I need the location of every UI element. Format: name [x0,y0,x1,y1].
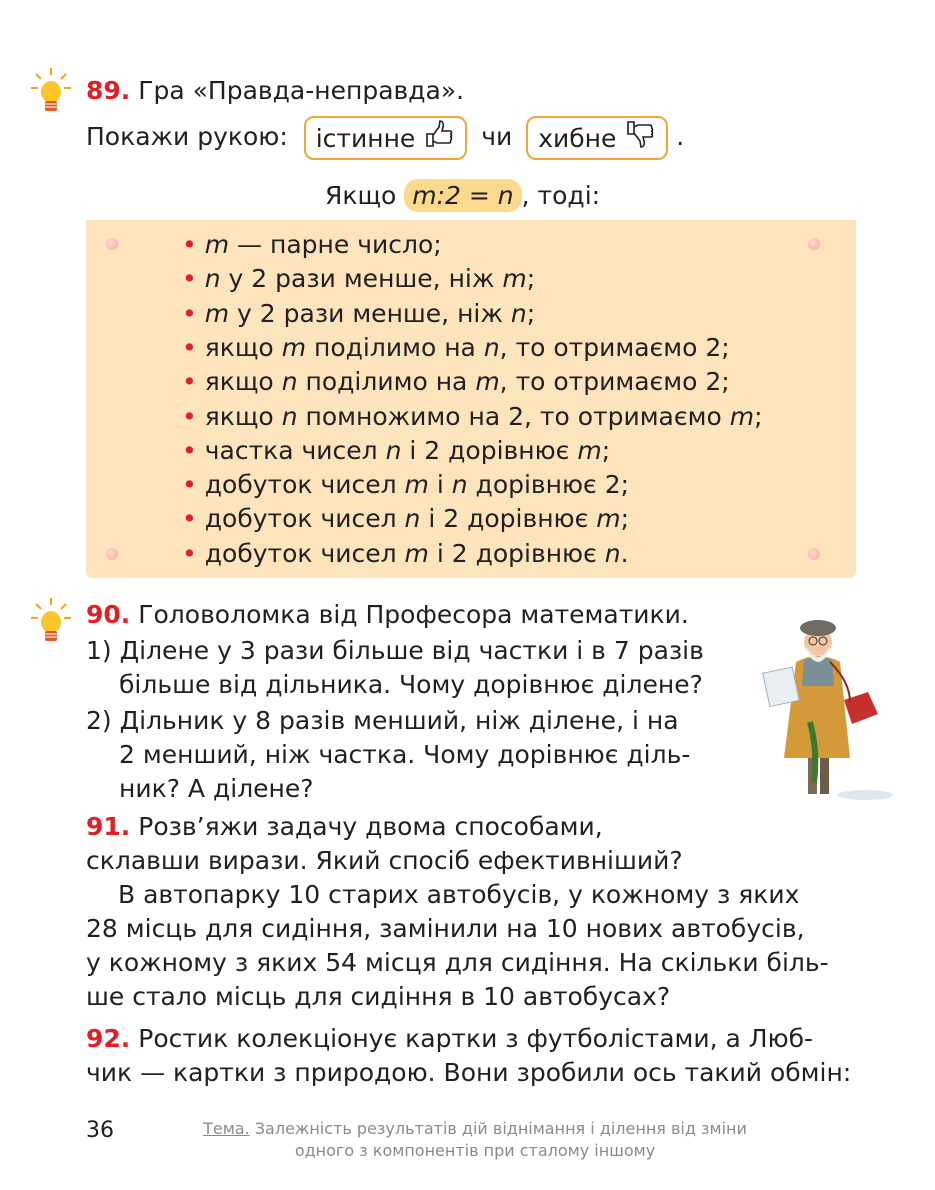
ex92-line: чик — картки з природою. Вони зробили ось такий обмін: [86,1058,852,1087]
ex90-heading [86,598,689,632]
statement-text: помножимо на 2, то отримаємо [297,401,730,431]
statement-item [182,502,629,536]
ex89-heading [86,74,464,108]
lightbulb-icon [30,596,72,650]
lightbulb-icon [30,66,72,120]
ex91-line: ше стало місць для сидіння в 10 автобусах? [86,982,671,1011]
statement-text: добуток чисел [204,538,405,568]
statement-text: і 2 дорівнює [420,504,597,534]
ex90-line: 2 менший, ніж частка. Чому дорівнює діль- [119,740,691,769]
bullet: • [182,435,197,465]
pin [106,548,118,560]
statement-item [182,400,763,434]
ex89-number: 89. [86,76,131,105]
variable: n [604,538,621,568]
variable: m [204,230,230,259]
statement-text: частка чисел [204,435,386,465]
variable: n [404,504,421,534]
true-label: істинне [315,124,416,153]
true-card [304,116,468,160]
ex90-number: 90. [86,600,131,629]
bullet: • [182,230,197,259]
bullet: • [182,401,197,431]
ex92-heading [86,1022,813,1056]
statement-item [182,537,629,571]
thumbs-up-icon [423,118,455,162]
false-label: хибне [538,124,617,153]
statement-text: . [620,538,629,568]
topic-line1: Залежність результатів дій віднімання і ділення від зміни [249,1119,747,1138]
topic-line2: одного з компонентів при сталому іншому [294,1141,656,1160]
ex91-line: Розв’яжи задачу двома способами, [138,812,603,841]
variable: m [596,504,621,534]
variable: m [729,401,755,431]
show-label: Покажи рукою: [86,122,288,151]
statement-text: поділимо на [306,332,484,362]
statement-text: і 2 дорівнює [428,538,605,568]
statement-item [182,468,629,502]
ex91-line: В автопарку 10 старих автобусів, у кожному з яких [118,880,800,909]
variable: n [385,435,402,465]
professor-illustration [760,612,900,812]
statement-text: поділимо на [297,367,476,397]
bullet: • [182,470,197,500]
variable: n [483,332,500,362]
statement-text: ; [620,504,630,534]
if-expression: m:2 = n [404,179,521,212]
thumbs-down-icon [624,118,656,162]
if-post: , тоді: [521,181,601,210]
statement-text: якщо [204,367,282,397]
pin [808,238,820,250]
variable: n [204,264,221,294]
if-condition [325,179,600,213]
statement-item [182,297,535,331]
bullet: • [182,332,197,362]
statement-text: ; [526,264,536,294]
ex91-heading [86,810,603,844]
false-card [526,116,668,160]
statement-text: і [428,470,452,500]
statement-text: , то отримаємо 2; [499,367,730,397]
variable: m [404,538,429,568]
ex91-line: 28 місць для сидіння, замінили на 10 нових автобусів, [86,914,805,943]
statement-text: ; [754,401,763,431]
statement-text: якщо [204,401,282,431]
statement-item [182,365,730,399]
statement-text: добуток чисел [204,504,405,534]
statement-text: дорівнює 2; [467,470,630,500]
ex90-line: більше від дільника. Чому дорівнює ділене? [119,670,703,699]
ex91-number: 91. [86,812,131,841]
statement-text: ; [601,435,611,465]
statement-text: і 2 дорівнює [401,435,578,465]
if-pre: Якщо [325,181,397,210]
variable: m [577,435,602,465]
or-label: чи [481,122,513,151]
statement-item [182,331,730,365]
ex90-line: 2) Дільник у 8 разів менший, ніж ділене, і на [86,706,679,735]
ex90-line: 1) Ділене у 3 рази більше від частки і в 7 разів [86,636,704,665]
variable: m [475,367,500,397]
statement-item [182,262,535,296]
variable: n [451,470,468,500]
variable: m [404,470,429,500]
variable: n [281,367,298,397]
ex90-title: Головоломка від Професора математики. [138,600,689,629]
bullet: • [182,367,197,397]
statement-item [182,434,610,468]
bullet: • [182,264,197,294]
ex92-number: 92. [86,1024,131,1053]
ex90-line: ник? А ділене? [119,774,314,803]
ex89-show-row [86,115,684,160]
bullet: • [182,298,197,328]
variable: m [502,264,527,294]
page-number: 36 [86,1118,114,1143]
ex89-title: Гра «Правда-неправда». [138,76,465,105]
variable: n [281,401,298,431]
statement-text: у 2 рази менше, ніж [220,264,503,294]
bullet: • [182,538,197,568]
statement-text: добуток чисел [204,470,405,500]
period: . [676,122,685,151]
statement-text: ; [526,298,536,328]
statement-text: , то отримаємо 2; [499,332,730,362]
statement-item [182,228,442,262]
topic-label: Тема. [203,1119,250,1138]
ex91-line: у кожному з яких 54 місця для сидіння. На скільки біль- [86,948,829,977]
statement-text: якщо [204,332,282,362]
pin [808,548,820,560]
variable: m [204,298,230,328]
footer-topic [170,1118,780,1162]
variable: n [510,298,527,328]
statement-text: — парне число; [229,230,442,259]
variable: m [281,332,307,362]
ex92-line: Ростик колекціонує картки з футболістами, а Люб- [138,1024,814,1053]
pin [106,238,118,250]
ex91-line: склавши вирази. Який спосіб ефективніший? [86,846,683,875]
statement-text: у 2 рази менше, ніж [229,298,511,328]
bullet: • [182,504,197,534]
